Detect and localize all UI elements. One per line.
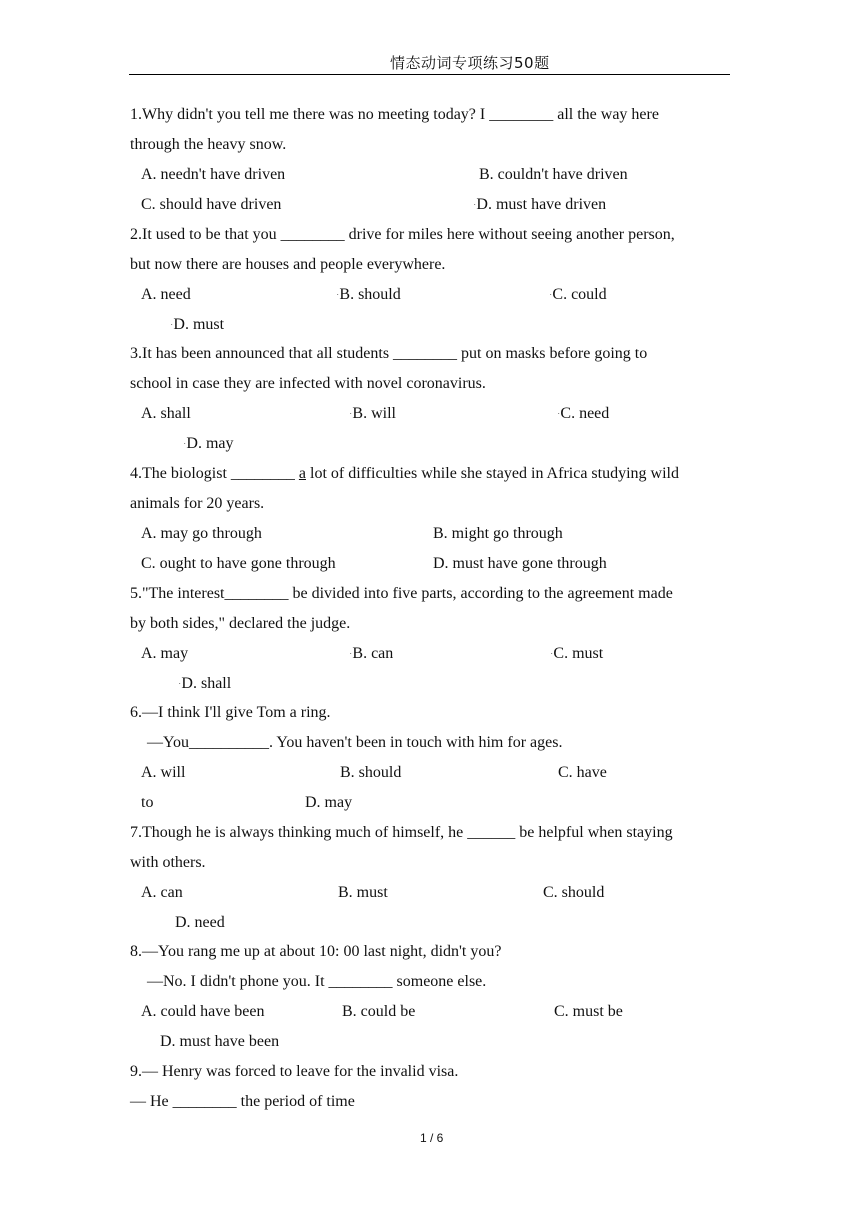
option-d[interactable]: D. must have been <box>160 1033 280 1050</box>
question-1-stem-cont: through the heavy snow. <box>130 136 287 153</box>
option-c-wrap[interactable] <box>558 404 609 424</box>
option-d-wrap[interactable] <box>171 315 224 335</box>
option-d: D. must <box>173 316 225 333</box>
option-d-wrap[interactable] <box>184 434 234 454</box>
question-6-stem: 6.—I think I'll give Tom a ring. <box>130 704 331 721</box>
option-c-wrap[interactable] <box>550 285 607 305</box>
underlined-word: a <box>298 465 306 482</box>
option-c[interactable]: C. have <box>558 764 607 781</box>
question-8-stem-cont: —No. I didn't phone you. It ________ someone else. <box>147 973 487 990</box>
question-7-stem-cont: with others. <box>130 854 206 871</box>
bullet-dot-icon: • <box>350 651 352 657</box>
option-b-wrap[interactable] <box>337 285 401 305</box>
option-a[interactable]: A. needn't have driven <box>141 166 286 183</box>
option-b[interactable]: B. should <box>340 764 402 781</box>
option-c: C. must <box>553 645 604 662</box>
bullet-dot-icon: • <box>558 411 560 417</box>
option-d: D. shall <box>181 675 232 692</box>
bullet-dot-icon: • <box>171 322 173 328</box>
bullet-dot-icon: • <box>337 292 339 298</box>
option-a[interactable]: A. need <box>141 286 191 303</box>
bullet-dot-icon: • <box>350 411 352 417</box>
question-5-stem-cont: by both sides," declared the judge. <box>130 615 351 632</box>
option-a[interactable]: A. may go through <box>141 525 262 542</box>
option-d-wrap[interactable] <box>474 195 606 215</box>
page-title: 情态动词专项练习50题 <box>390 54 550 72</box>
question-8-stem: 8.—You rang me up at about 10: 00 last night, didn't you? <box>130 943 502 960</box>
question-2-stem: 2.It used to be that you ________ drive for miles here without seeing another person, <box>130 226 675 243</box>
question-9-stem: 9.— Henry was forced to leave for the invalid visa. <box>130 1063 459 1080</box>
option-a[interactable]: A. may <box>141 645 189 662</box>
option-b[interactable]: B. could be <box>342 1003 416 1020</box>
option-c-cont[interactable]: to <box>141 794 154 811</box>
option-c: C. need <box>560 405 610 422</box>
option-a[interactable]: A. can <box>141 884 183 901</box>
question-3-stem: 3.It has been announced that all students ________ put on masks before going to <box>130 345 648 362</box>
question-3-stem-cont: school in case they are infected with novel coronavirus. <box>130 375 486 392</box>
question-7-stem: 7.Though he is always thinking much of himself, he ______ be helpful when staying <box>130 824 673 841</box>
option-b: B. can <box>352 645 394 662</box>
question-4-stem-cont: animals for 20 years. <box>130 495 265 512</box>
stem-part: 4.The biologist ________ <box>130 465 299 482</box>
bullet-dot-icon: • <box>550 292 552 298</box>
bullet-dot-icon: • <box>551 651 553 657</box>
option-c: C. could <box>552 286 607 303</box>
option-b-wrap[interactable] <box>350 404 396 424</box>
option-b: B. will <box>352 405 396 422</box>
option-d[interactable]: D. may <box>305 794 353 811</box>
option-b[interactable]: B. must <box>338 884 388 901</box>
bullet-dot-icon: • <box>184 441 186 447</box>
option-c[interactable]: C. ought to have gone through <box>141 555 336 572</box>
option-b: B. should <box>339 286 401 303</box>
option-a[interactable]: A. will <box>141 764 186 781</box>
option-a[interactable]: A. shall <box>141 405 191 422</box>
question-4-stem <box>130 464 679 484</box>
option-d: D. may <box>186 435 234 452</box>
option-d[interactable]: D. need <box>175 914 225 931</box>
option-a[interactable]: A. could have been <box>141 1003 265 1020</box>
option-d: D. must have driven <box>476 196 607 213</box>
option-d[interactable]: D. must have gone through <box>433 555 607 572</box>
question-6-stem-cont: —You__________. You haven't been in touch with him for ages. <box>147 734 563 751</box>
option-c[interactable]: C. must be <box>554 1003 623 1020</box>
option-b[interactable]: B. couldn't have driven <box>479 166 628 183</box>
question-2-stem-cont: but now there are houses and people everywhere. <box>130 256 446 273</box>
page-number: 1 / 6 <box>420 1131 444 1145</box>
question-1-stem: 1.Why didn't you tell me there was no meeting today? I ________ all the way here <box>130 106 659 123</box>
header-rule <box>129 74 730 75</box>
option-c-wrap[interactable] <box>551 644 603 664</box>
option-b-wrap[interactable] <box>350 644 393 664</box>
option-c[interactable]: C. should have driven <box>141 196 282 213</box>
stem-part: lot of difficulties while she stayed in Africa studying wild <box>306 465 679 482</box>
option-d-wrap[interactable] <box>179 674 231 694</box>
option-c[interactable]: C. should <box>543 884 605 901</box>
option-b[interactable]: B. might go through <box>433 525 563 542</box>
question-9-stem-cont: — He ________ the period of time <box>130 1093 355 1110</box>
bullet-dot-icon: • <box>474 202 476 208</box>
bullet-dot-icon: • <box>179 681 181 687</box>
question-5-stem: 5."The interest________ be divided into five parts, according to the agreement made <box>130 585 673 602</box>
